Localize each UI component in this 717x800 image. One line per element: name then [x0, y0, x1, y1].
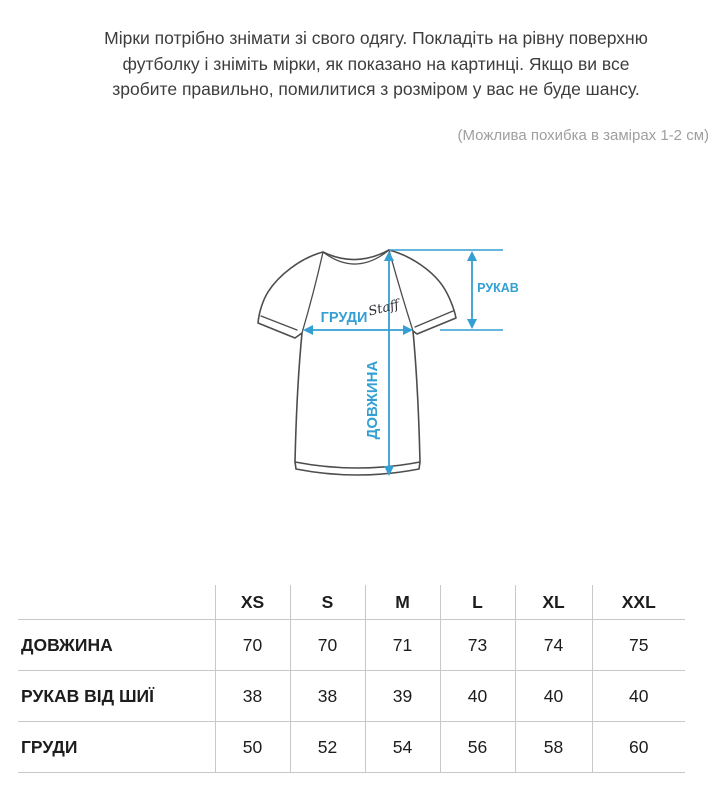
measurement-row	[18, 620, 685, 671]
row-label: ГРУДИ	[18, 722, 215, 773]
size-value: 52	[290, 722, 365, 773]
intro-line: Мірки потрібно знімати зі свого одягу. Покладіть на рівну поверхню	[104, 28, 648, 48]
row-label: ДОВЖИНА	[18, 620, 215, 671]
measurement-row	[18, 671, 685, 722]
intro-line: зробите правильно, помилитися з розміром у вас не буде шансу.	[112, 79, 640, 99]
size-value: 70	[290, 620, 365, 671]
size-value: 60	[592, 722, 685, 773]
size-column-header: M	[365, 585, 440, 620]
tshirt-outline	[258, 250, 456, 475]
chest-arrow	[303, 325, 413, 335]
sleeve-label: РУКАВ	[477, 281, 519, 295]
length-label: ДОВЖИНА	[364, 360, 381, 440]
size-column-header: S	[290, 585, 365, 620]
cuff-right	[415, 311, 453, 327]
size-value: 50	[215, 722, 290, 773]
size-value: 40	[440, 671, 515, 722]
measurement-row	[18, 722, 685, 773]
size-table	[18, 585, 685, 773]
intro-text	[42, 26, 710, 103]
size-column-header: XS	[215, 585, 290, 620]
tshirt-measurement-diagram	[228, 224, 528, 494]
chest-label: ГРУДИ	[320, 310, 368, 326]
size-value: 40	[592, 671, 685, 722]
size-value: 38	[290, 671, 365, 722]
empty-header-cell	[18, 585, 215, 620]
size-column-header: XL	[515, 585, 592, 620]
sleeve-arrow	[467, 251, 477, 329]
size-value: 70	[215, 620, 290, 671]
size-value: 73	[440, 620, 515, 671]
raglan-seam-right	[389, 250, 413, 331]
size-value: 56	[440, 722, 515, 773]
size-table-header-row	[18, 585, 685, 620]
size-value: 75	[592, 620, 685, 671]
length-arrow	[384, 251, 394, 476]
tolerance-note: (Можлива похибка в замірах 1-2 см)	[457, 127, 709, 144]
size-value: 71	[365, 620, 440, 671]
intro-line: футболку і зніміть мірки, як показано на картинці. Якщо ви все	[122, 53, 630, 74]
size-value: 54	[365, 722, 440, 773]
size-column-header: L	[440, 585, 515, 620]
size-value: 39	[365, 671, 440, 722]
size-column-header: XXL	[592, 585, 685, 620]
size-value: 40	[515, 671, 592, 722]
size-value: 74	[515, 620, 592, 671]
row-label: РУКАВ ВІД ШИЇ	[18, 671, 215, 722]
size-value: 38	[215, 671, 290, 722]
cuff-left	[261, 316, 297, 330]
brand-logo: Staff	[366, 297, 401, 320]
size-value: 58	[515, 722, 592, 773]
